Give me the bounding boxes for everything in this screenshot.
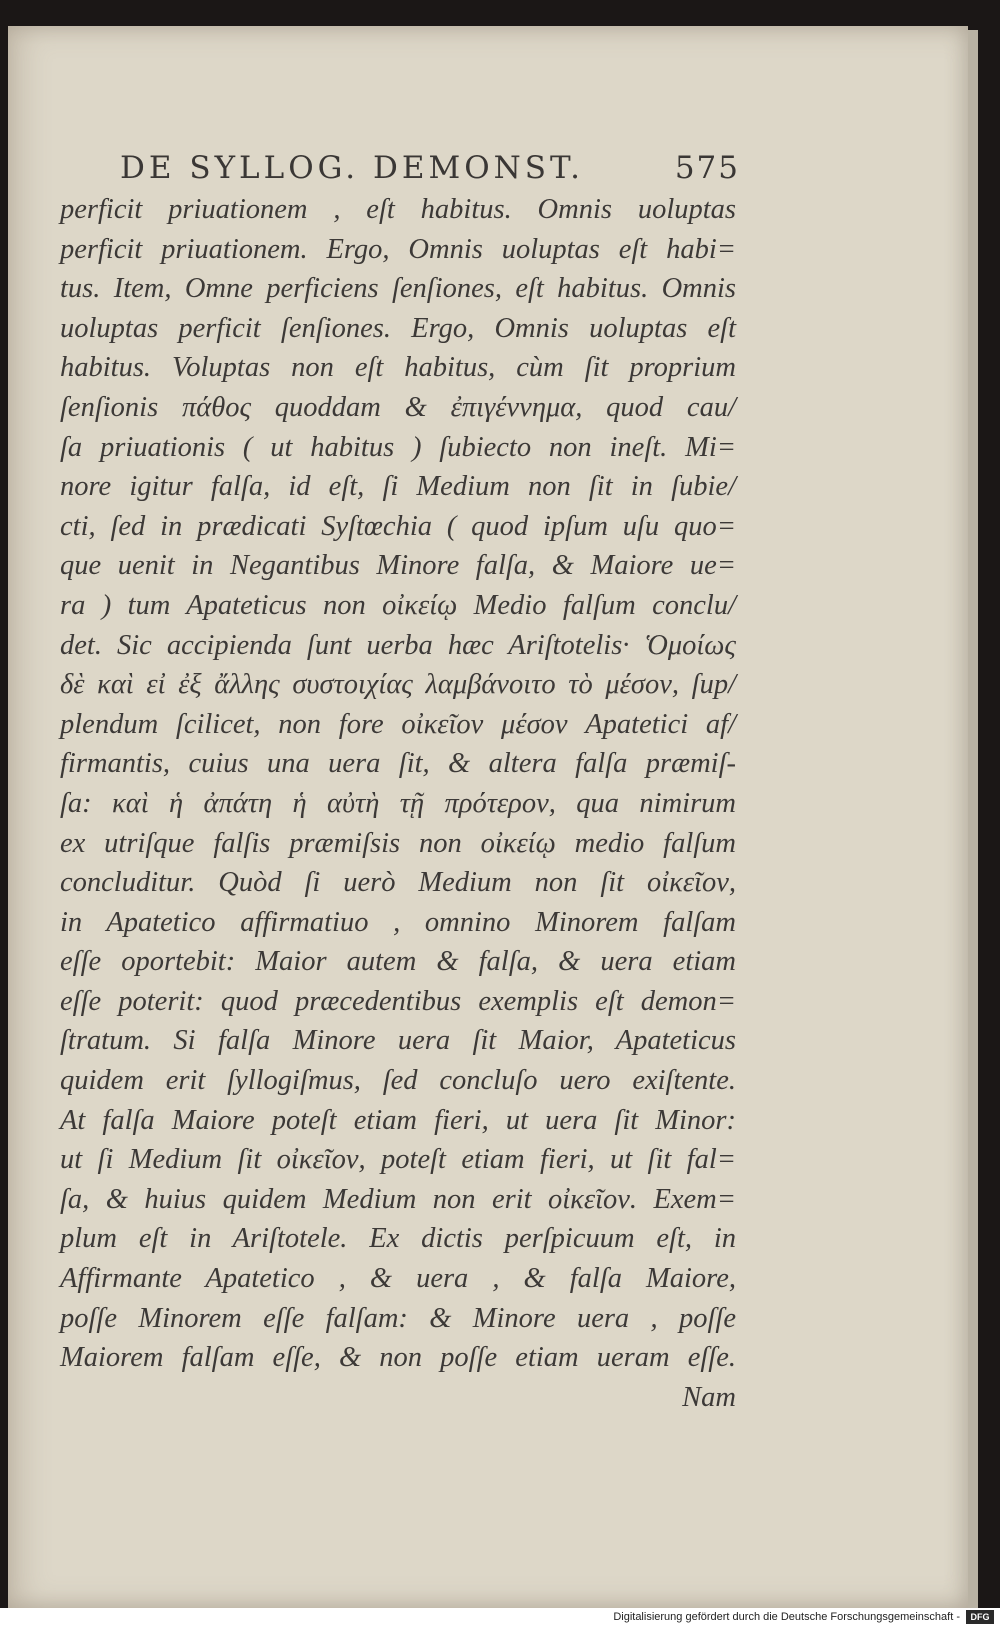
text-line: firmantis, cuius una uera ſit, & altera falſa præmiſ- (60, 748, 736, 780)
page-edge (968, 30, 978, 1608)
text-line: habitus. Voluptas non eſt habitus, cùm ſit proprium (60, 352, 736, 384)
text-line: eſſe oportebit: Maior autem & falſa, & uera etiam (60, 946, 736, 978)
text-line: uoluptas perficit ſenſiones. Ergo, Omnis uoluptas eſt (60, 312, 736, 344)
text-line: plum eſt in Ariſtotele. Ex dictis perſpicuum eſt, in (60, 1223, 736, 1255)
page-number: 575 (674, 150, 740, 186)
dfg-logo: DFG (966, 1610, 994, 1624)
text-line: tus. Item, Omne perficiens ſenſiones, eſt habitus. Omnis (60, 273, 736, 305)
text-line: concluditur. Quòd ſi uerò Medium non ſit οἰκεῖον, (60, 867, 736, 899)
text-line: ſa priuationis ( ut habitus ) ſubiecto non ineſt. Mi= (60, 431, 736, 463)
text-line: ra ) tum Apateticus non οἰκείῳ Medio falſum conclu/ (60, 589, 736, 621)
text-line: δὲ καὶ εἰ ἐξ ἄλλης συστοιχίας λαμβάνοιτο τὸ μέσον, ſup/ (60, 669, 736, 701)
text-line: cti, ſed in prædicati Syſtœchia ( quod ipſum uſu quo= (60, 510, 736, 542)
text-line: eſſe poterit: quod præcedentibus exemplis eſt demon= (60, 985, 736, 1017)
text-line: det. Sic accipienda ſunt uerba hæc Ariſtotelis· Ὁμοίως (60, 629, 736, 661)
text-line: perficit priuationem. Ergo, Omnis uoluptas eſt habi= (60, 233, 736, 265)
text-line: in Apatetico affirmatiuo , omnino Minorem falſam (60, 906, 736, 938)
page-header (120, 150, 740, 190)
text-line: nore igitur falſa, id eſt, ſi Medium non ſit in ſubie/ (60, 471, 736, 503)
text-line: ſa: καὶ ἡ ἀπάτη ἡ αὐτὴ τῇ πρότερον, qua nimirum (60, 787, 736, 819)
text-line: ex utriſque falſis præmiſsis non οἰκείῳ medio falſum (60, 827, 736, 859)
catchword: Nam (682, 1381, 736, 1413)
text-line: At falſa Maiore poteſt etiam fieri, ut uera ſit Minor: (60, 1104, 736, 1136)
body-text (60, 190, 736, 1417)
text-line: plendum ſcilicet, non fore οἰκεῖον μέσον Apatetici af/ (60, 708, 736, 740)
text-line: ſa, & huius quidem Medium non erit οἰκεῖον. Exem= (60, 1183, 736, 1215)
running-head: DE SYLLOG. DEMONST. (120, 150, 584, 186)
text-line: ſtratum. Si falſa Minore uera ſit Maior, Apateticus (60, 1025, 736, 1057)
text-line: que uenit in Negantibus Minore falſa, & Maiore ue= (60, 550, 736, 582)
text-line: Maiorem falſam eſſe, & non poſſe etiam ueram eſſe. (60, 1342, 736, 1374)
text-line: poſſe Minorem eſſe falſam: & Minore uera , poſſe (60, 1302, 736, 1334)
text-line: Affirmante Apatetico , & uera , & falſa Maiore, (60, 1263, 736, 1295)
text-line: ſenſionis πάθος quoddam & ἐπιγέννημα, quod cau/ (60, 391, 736, 423)
text-line: ut ſi Medium ſit οἰκεῖον, poteſt etiam fieri, ut ſit fal= (60, 1144, 736, 1176)
text-line: perficit priuationem , eſt habitus. Omnis uoluptas (60, 194, 736, 225)
text-line: quidem erit ſyllogiſmus, ſed concluſo uero exiſtente. (60, 1065, 736, 1097)
funding-notice: Digitalisierung gefördert durch die Deutsche Forschungsgemeinschaft - (613, 1611, 960, 1623)
